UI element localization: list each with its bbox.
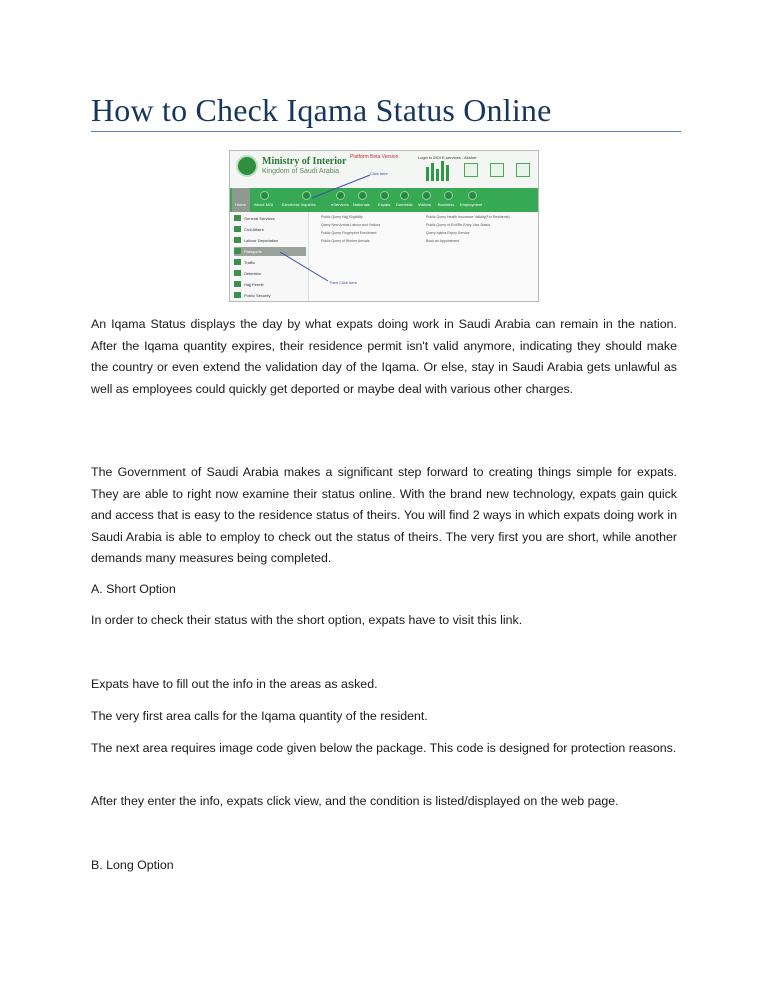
page-title: How to Check Iqama Status Online: [91, 92, 552, 128]
arrow-line-top: [312, 175, 370, 198]
figure-link: Query Iqama Expiry Service: [426, 231, 470, 235]
figure-side-item: Public Security: [234, 291, 306, 300]
figure-nav-item: Employment: [460, 202, 483, 207]
section-a-next-area: The next area requires image code given below the package. This code is designed for protection reasons.: [91, 741, 677, 755]
moi-website-screenshot: [229, 150, 539, 302]
figure-nav-item: Domestic: [396, 202, 413, 207]
title-underline: [91, 131, 681, 132]
figure-link: Query New Arrival Labour and Visitors: [321, 223, 381, 227]
figure-login-text: Login to MOI E-services - Absher: [418, 155, 477, 160]
arrow-line-bottom: [280, 252, 328, 281]
figure-side-item: Civil Affairs: [234, 225, 306, 234]
figure-nav-item: Expats: [378, 202, 391, 207]
figure-side-item: Hajj Permit: [234, 280, 306, 289]
figure-link: Public Query of Exit/Re-Entry Visa Status: [426, 223, 491, 227]
figure-brand-subtitle: Kingdom of Saudi Arabia: [262, 168, 340, 175]
figure-nav-item: Business: [438, 202, 455, 207]
figure-link: Public Query Hajj Eligibility: [321, 215, 363, 219]
paragraph-government: The Government of Saudi Arabia makes a significant step forward to creating things simple for expats. They are able to right now examine their status online. With the brand new technology, expats gain quick and access that is easy to the residence status of theirs. You will find 2 ways in which expats doing work in Saudi Arabia is able to employ to check out the status of theirs. The very first you are short, while another demands many measures being completed.: [91, 465, 677, 565]
figure-side-item: Labour Deportation: [234, 236, 306, 245]
section-a-after: After they enter the info, expats click view, and the condition is listed/displayed on the web page.: [91, 794, 619, 808]
figure-link: Public Query Health Insurance Validity(For Residents): [426, 215, 510, 219]
figure-nav-item: Electronic Inquiries: [282, 202, 316, 207]
section-b-heading: B. Long Option: [91, 858, 174, 872]
section-a-intro: In order to check their status with the short option, expats have to visit this link.: [91, 613, 523, 627]
figure-nav-item: About MOI: [254, 202, 274, 207]
figure-nav-item: eServices: [331, 202, 349, 207]
section-a-fill: Expats have to fill out the info in the areas as asked.: [91, 677, 378, 691]
figure-link: Public Query of Worker Arrivals: [321, 239, 370, 243]
figure-side-item: Traffic: [234, 258, 306, 267]
figure-nav-item: Visitors: [418, 202, 432, 207]
figure-beta-text: Platform Beta Version: [350, 154, 399, 160]
figure-click-here-top: Click here: [370, 171, 388, 176]
figure-link: Public Query Fingerprint Enrollment: [321, 231, 377, 235]
figure-nav-item: Nationals: [353, 202, 370, 207]
figure-side-item-selected: Passports: [234, 247, 306, 256]
figure-nav-home: Home: [235, 202, 246, 207]
figure-link: Book an Appointment: [426, 239, 460, 243]
figure-brand: Ministry of Interior: [262, 156, 347, 167]
figure-side-item: Detention: [234, 269, 306, 278]
section-a-heading: A. Short Option: [91, 582, 176, 596]
figure-click-here-bottom: Then Click here: [329, 280, 358, 285]
paragraph-intro: An Iqama Status displays the day by what expats doing work in Saudi Arabia can remain in the nation. After the Iqama quantity expires, their residence permit isn't valid anymore, indicating they should make the country or even extend the validation day of the Iqama. Or else, stay in Saudi Arabia gets unlawful as well as employees could quickly get deported or maybe deal with various other charges.: [91, 317, 677, 396]
figure-side-item: General Services: [234, 214, 306, 223]
section-a-first-area: The very first area calls for the Iqama quantity of the resident.: [91, 709, 428, 723]
figure-arrows: [230, 151, 538, 301]
